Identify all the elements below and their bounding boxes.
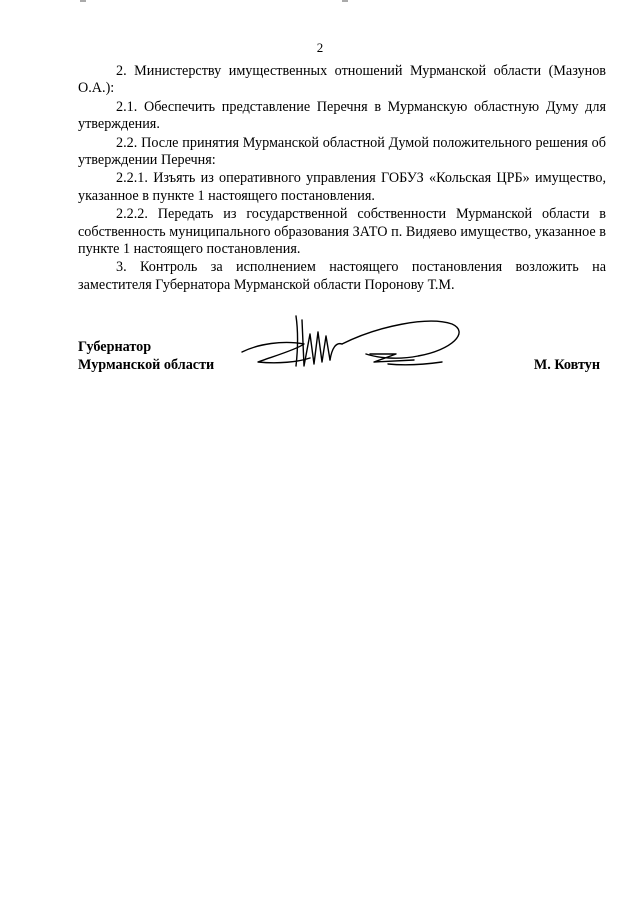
paragraph-2-2-1: 2.2.1. Изъять из оперативного управления ГОБУЗ «Кольская ЦРБ» имущество, указанное в пункте 1 настоящего постановления. [78, 170, 606, 204]
document-body [78, 63, 606, 295]
paragraph-2-1: 2.1. Обеспечить представление Перечня в Мурманскую областную Думу для утверждения. [78, 98, 606, 133]
signatory-title-line2: Мурманской области [78, 357, 215, 373]
signatory-title-line1: Губернатор [78, 339, 152, 355]
paragraph-2-2: 2.2. После принятия Мурманской областной Думой положительного решения об утверждении Перечня: [78, 134, 606, 169]
top-edge-fragment [80, 0, 370, 4]
paragraph-2: 2. Министерству имущественных отношений Мурманской области (Мазунов О.А.): [78, 63, 606, 97]
signatory-title [78, 338, 214, 374]
paragraph-2-2-2: 2.2.2. Передать из государственной собственности Мурманской области в собственность муниципального образования ЗАТО п. Видяево имущество, указанное в пункте 1 настоящего постановления. [78, 206, 606, 258]
signatory-name: М. Ковтун [533, 357, 600, 373]
paragraph-3: 3. Контроль за исполнением настоящего постановления возложить на заместителя Губернатора Мурманской области Поронову Т.М. [78, 259, 606, 293]
page-number: 2 [316, 40, 324, 55]
handwritten-signature [238, 308, 468, 388]
